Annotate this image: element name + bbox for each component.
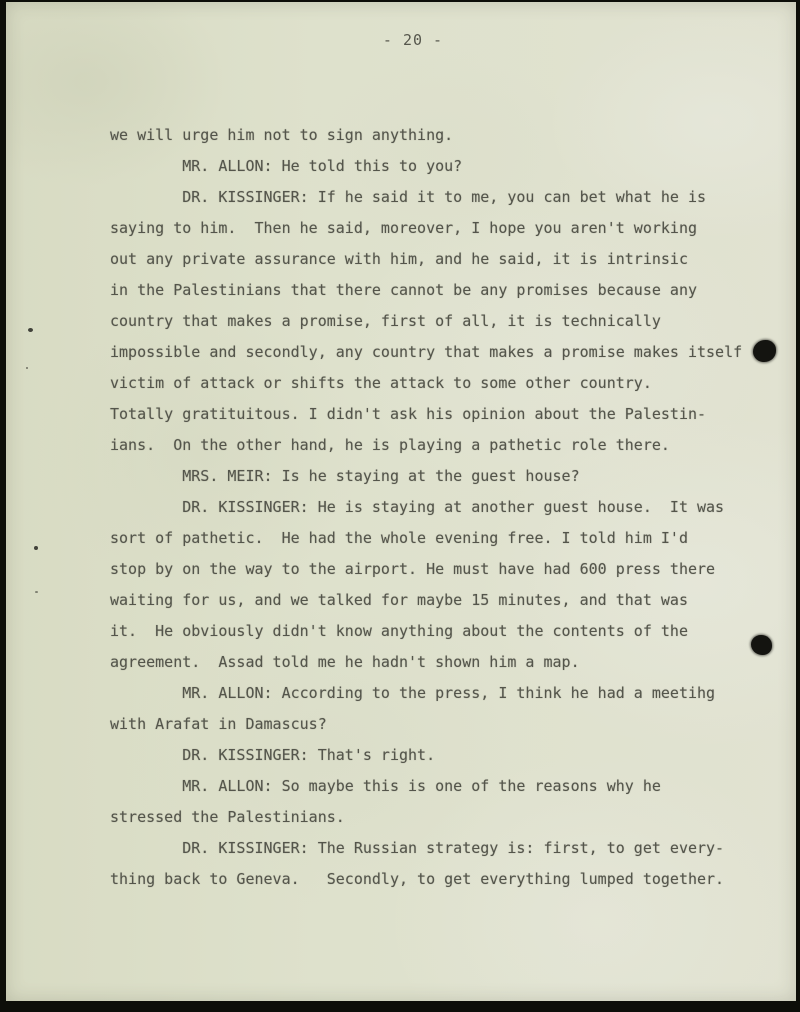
hole-punch-mark-top <box>753 340 776 362</box>
ink-speck <box>26 367 28 369</box>
transcript-line: agreement. Assad told me he hadn't shown him a map. <box>110 653 580 671</box>
transcript-line: sort of pathetic. He had the whole evening free. I told him I'd <box>110 529 688 547</box>
transcript-line: thing back to Geneva. Secondly, to get everything lumped together. <box>110 870 725 888</box>
page-number: - 20 - <box>382 31 444 49</box>
transcript-line: DR. KISSINGER: He is staying at another guest house. It was <box>110 498 725 516</box>
transcript-line: with Arafat in Damascus? <box>110 715 327 733</box>
transcript-line: MR. ALLON: He told this to you? <box>110 157 463 175</box>
transcript-line: stressed the Palestinians. <box>110 808 345 826</box>
transcript-line: stop by on the way to the airport. He must have had 600 press there <box>110 560 716 578</box>
transcript-line: saying to him. Then he said, moreover, I hope you aren't working <box>110 219 697 237</box>
transcript-line: it. He obviously didn't know anything about the contents of the <box>110 622 688 640</box>
ink-speck <box>28 328 33 332</box>
transcript-line: in the Palestinians that there cannot be any promises because any <box>110 281 697 299</box>
transcript <box>110 120 770 895</box>
transcript-line: country that makes a promise, first of all, it is technically <box>110 312 661 330</box>
document-page <box>6 2 796 1001</box>
transcript-line: MR. ALLON: According to the press, I think he had a meetihg <box>110 684 716 702</box>
ink-speck <box>34 546 38 550</box>
transcript-line: DR. KISSINGER: The Russian strategy is: first, to get every- <box>110 839 725 857</box>
transcript-line: we will urge him not to sign anything. <box>110 126 454 144</box>
hole-punch-mark-bottom <box>751 635 772 655</box>
transcript-line: DR. KISSINGER: If he said it to me, you can bet what he is <box>110 188 707 206</box>
ink-speck <box>35 591 38 593</box>
transcript-line: Totally gratituitous. I didn't ask his opinion about the Palestin- <box>110 405 707 423</box>
transcript-line: ians. On the other hand, he is playing a pathetic role there. <box>110 436 670 454</box>
transcript-line: out any private assurance with him, and he said, it is intrinsic <box>110 250 688 268</box>
transcript-line: MRS. MEIR: Is he staying at the guest house? <box>110 467 580 485</box>
transcript-line: waiting for us, and we talked for maybe 15 minutes, and that was <box>110 591 688 609</box>
transcript-line: impossible and secondly, any country that makes a promise makes itself <box>110 343 743 361</box>
transcript-line: MR. ALLON: So maybe this is one of the reasons why he <box>110 777 661 795</box>
transcript-line: victim of attack or shifts the attack to some other country. <box>110 374 652 392</box>
transcript-line: DR. KISSINGER: That's right. <box>110 746 436 764</box>
